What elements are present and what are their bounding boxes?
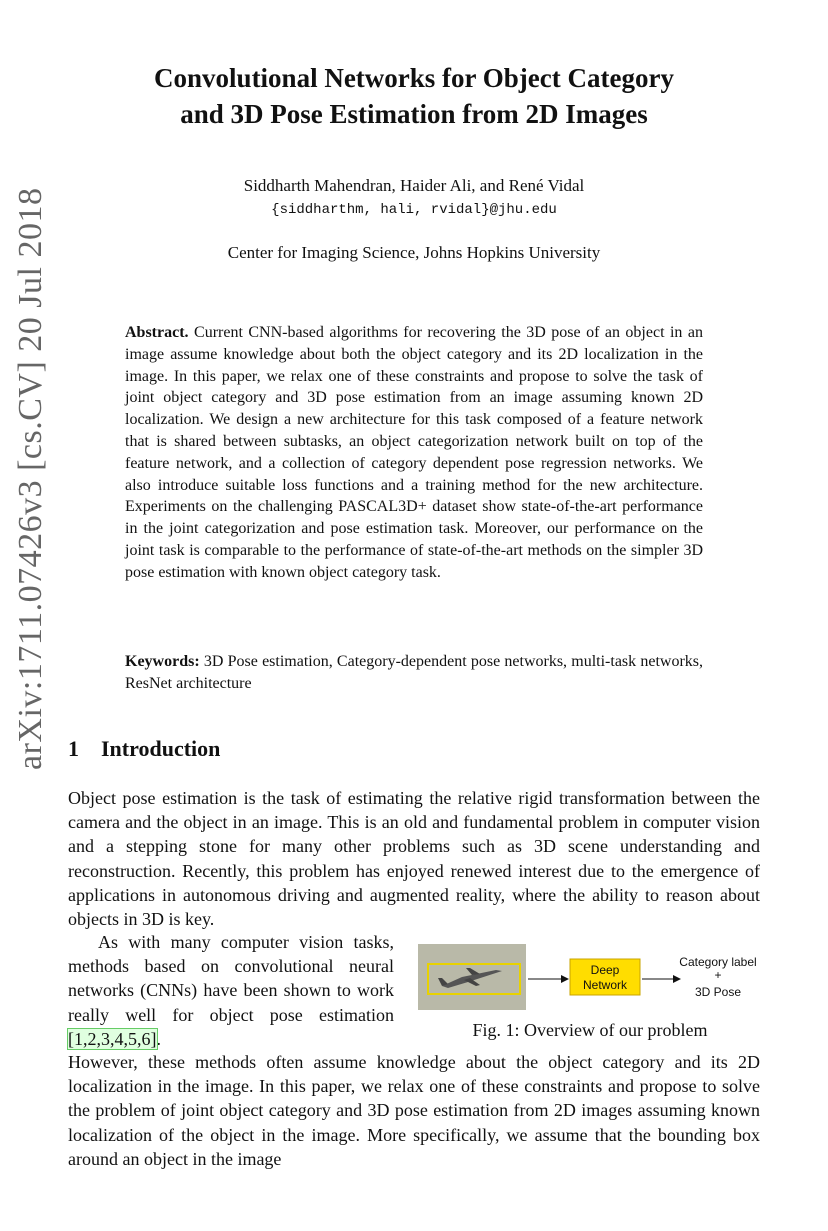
output-plus: + xyxy=(714,968,722,982)
author-emails: {siddharthm, hali, rvidal}@jhu.edu xyxy=(271,202,557,218)
figure-caption: Fig. 1: Overview of our problem xyxy=(472,1020,708,1040)
keywords-label: Keywords: xyxy=(125,653,200,670)
authors: Siddharth Mahendran, Haider Ali, and René Vidal xyxy=(243,176,585,195)
output-pose-label: 3D Pose xyxy=(694,985,742,999)
intro-paragraph-2-wrap xyxy=(68,930,394,1051)
citation-link[interactable]: [1,2,3,4,5,6] xyxy=(68,1028,157,1049)
figure-1 xyxy=(418,944,762,1010)
section-number: 1 xyxy=(68,736,79,761)
abstract xyxy=(125,322,703,584)
abstract-label: Abstract. xyxy=(125,324,189,341)
intro-paragraph-2-text: As with many computer vision tasks, methods based on convolutional neural networks (CNNs) have been shown to work really well for object pose estimation xyxy=(68,932,394,1025)
keywords xyxy=(125,651,703,695)
figure-diagram xyxy=(418,944,762,1010)
deep-network-label-2: Network xyxy=(582,978,628,992)
intro-paragraph-2-continued: However, these methods often assume knowledge about the object category and its 2D localization in the image. In this paper, we relax one of these constraints and propose to solve the problem of joint object category and 3D pose estimation from 2D images assuming known localization of the object in the image. More specifically, we assume that the bounding box around an object in the image xyxy=(68,1052,760,1169)
arxiv-identifier: arXiv:1711.07426v3 [cs.CV] 20 Jul 2018 xyxy=(12,187,49,770)
deep-network-label-1: Deep xyxy=(590,963,620,977)
keywords-text: 3D Pose estimation, Category-dependent pose networks, multi-task networks, ResNet architecture xyxy=(125,653,704,692)
affiliation: Center for Imaging Science, Johns Hopkins University xyxy=(227,243,601,262)
section-heading xyxy=(68,736,220,762)
output-category-label: Category label xyxy=(679,955,757,969)
title-line-2: and 3D Pose Estimation from 2D Images xyxy=(180,99,648,129)
section-title: Introduction xyxy=(101,736,221,761)
abstract-text: Current CNN-based algorithms for recovering the 3D pose of an object in an image assume knowledge about both the object category and its 2D localization in the image. In this paper, we relax one of these constraints and propose to solve the task of joint object category and 3D pose estimation from an image assuming known 2D localization. We design a new architecture for this task composed of a feature network that is shared between subtasks, an object categorization network built on top of the feature network, and a collection of category dependent pose regression networks. We also introduce suitable loss functions and a training method for the new architecture. Experiments on the challenging PASCAL3D+ dataset show state-of-the-art performance in the joint categorization and pose estimation task. Moreover, our performance on the joint task is comparable to the performance of state-of-the-art methods on the simpler 3D pose estimation with known object category task. xyxy=(125,324,703,581)
intro-paragraph-1: Object pose estimation is the task of estimating the relative rigid transformation between the camera and the object in an image. This is an old and fundamental problem in computer vision and a stepping stone for many other problems such as 3D scene understanding and reconstruction. Recently, this problem has enjoyed renewed interest due to the emergence of applications in autonomous driving and augmented reality, where the ability to reason about objects in 3D is key. xyxy=(68,788,760,930)
sentence-end: . xyxy=(156,1028,161,1049)
paper-title xyxy=(80,60,748,132)
title-line-1: Convolutional Networks for Object Category xyxy=(154,63,674,93)
